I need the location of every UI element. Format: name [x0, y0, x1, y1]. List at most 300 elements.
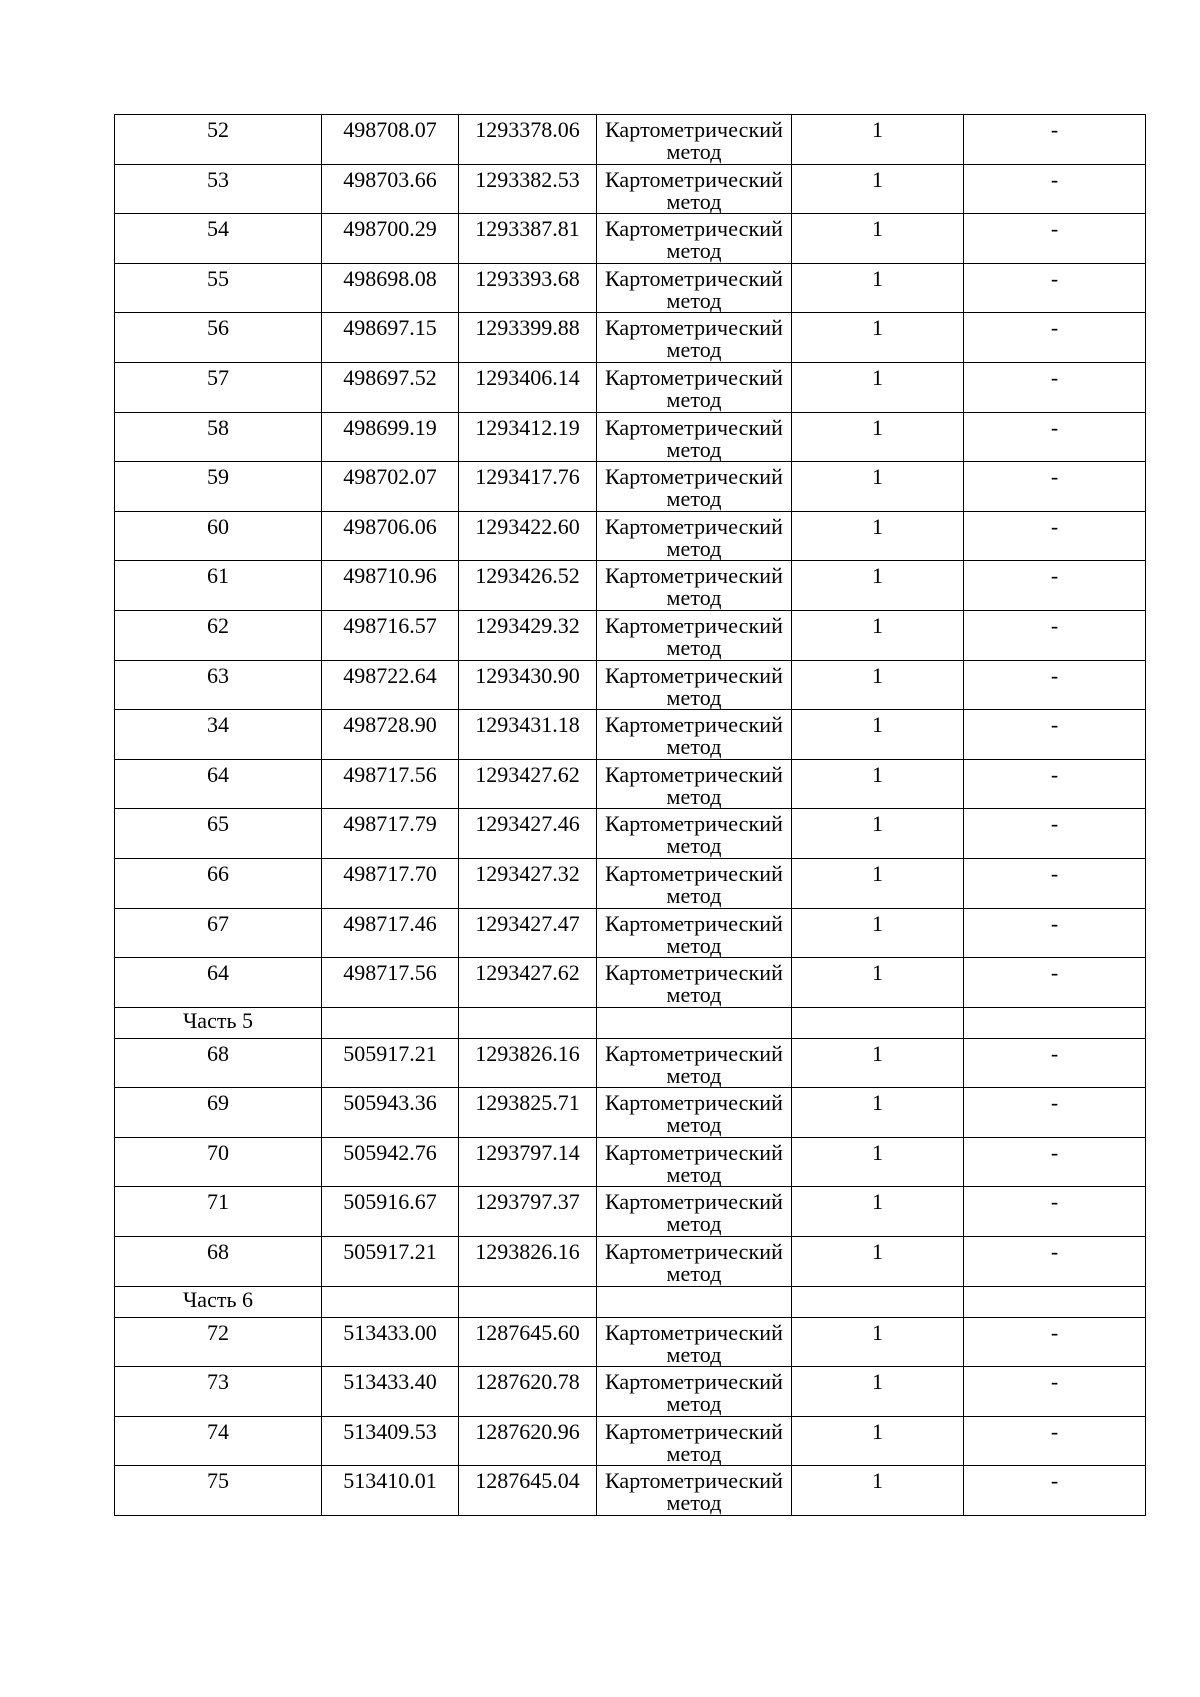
x-coordinate: 498706.06 — [343, 513, 437, 539]
method-text — [597, 264, 791, 312]
point-number: 65 — [207, 811, 229, 837]
method-cell — [597, 1137, 792, 1187]
table-row — [115, 313, 1146, 363]
note-cell — [964, 908, 1146, 958]
y-coordinate: 1293412.19 — [475, 414, 580, 440]
note-cell — [964, 313, 1146, 363]
note: - — [1050, 117, 1059, 142]
accuracy-cell — [792, 462, 964, 512]
point-number: 66 — [207, 860, 229, 886]
empty-cell — [459, 1286, 597, 1317]
x-coordinate: 505917.21 — [343, 1239, 437, 1265]
point-number: 73 — [207, 1369, 229, 1395]
note: - — [1050, 1090, 1059, 1116]
point-number: 59 — [207, 464, 229, 490]
x-coordinate: 498708.07 — [343, 117, 437, 142]
table-row — [115, 263, 1146, 313]
x-coordinate: 498710.96 — [343, 563, 437, 589]
point-number-cell — [115, 1237, 322, 1287]
accuracy: 1 — [872, 315, 883, 341]
note-cell — [964, 1367, 1146, 1417]
part-label: Часть 6 — [183, 1286, 253, 1312]
accuracy: 1 — [872, 712, 883, 738]
x-coordinate-cell — [322, 412, 459, 462]
accuracy: 1 — [872, 1369, 883, 1395]
x-coordinate: 498716.57 — [343, 612, 437, 638]
method-line-2: метод — [666, 1062, 722, 1088]
method-line-1: Картометрический — [604, 811, 784, 837]
accuracy: 1 — [872, 1239, 883, 1265]
accuracy-cell — [792, 1367, 964, 1417]
y-coordinate-cell — [459, 1038, 597, 1088]
method-text — [597, 1138, 791, 1186]
note-cell — [964, 958, 1146, 1008]
table-row — [115, 1317, 1146, 1367]
point-number-cell — [115, 214, 322, 264]
part-label-cell — [115, 1007, 322, 1038]
y-coordinate-cell — [459, 710, 597, 760]
y-coordinate-cell — [459, 1367, 597, 1417]
x-coordinate-cell — [322, 710, 459, 760]
y-coordinate: 1293426.52 — [475, 563, 580, 589]
point-number-cell — [115, 1416, 322, 1466]
x-coordinate: 498717.56 — [343, 761, 437, 787]
y-coordinate: 1293826.16 — [475, 1040, 580, 1066]
y-coordinate: 1287645.60 — [475, 1319, 580, 1345]
method-line-1: Картометрический — [604, 315, 784, 341]
method-line-1: Картометрический — [604, 1319, 784, 1345]
y-coordinate: 1293417.76 — [475, 464, 580, 490]
method-line-1: Картометрический — [604, 1468, 784, 1494]
method-line-1: Картометрический — [604, 662, 784, 688]
table-row — [115, 1237, 1146, 1287]
y-coordinate: 1293422.60 — [475, 513, 580, 539]
method-cell — [597, 1416, 792, 1466]
accuracy-cell — [792, 1088, 964, 1138]
x-coordinate-cell — [322, 214, 459, 264]
note: - — [1050, 563, 1059, 589]
x-coordinate: 505942.76 — [343, 1139, 437, 1165]
point-number: 55 — [207, 265, 229, 291]
method-text — [597, 115, 791, 163]
point-number: 67 — [207, 910, 229, 936]
x-coordinate: 498700.29 — [343, 216, 437, 242]
method-line-1: Картометрический — [604, 364, 784, 390]
y-coordinate-cell — [459, 1237, 597, 1287]
point-number-cell — [115, 809, 322, 859]
y-coordinate: 1293427.62 — [475, 960, 580, 986]
y-coordinate-cell — [459, 1137, 597, 1187]
method-text — [597, 611, 791, 659]
x-coordinate: 498728.90 — [343, 712, 437, 738]
note: - — [1050, 1468, 1059, 1494]
method-text — [597, 859, 791, 907]
method-line-1: Картометрический — [604, 1139, 784, 1165]
method-text — [597, 561, 791, 609]
accuracy: 1 — [872, 166, 883, 192]
method-line-2: метод — [666, 1391, 722, 1417]
note: - — [1050, 712, 1059, 738]
table-row — [115, 610, 1146, 660]
x-coordinate: 498722.64 — [343, 662, 437, 688]
y-coordinate: 1293430.90 — [475, 662, 580, 688]
method-text — [597, 363, 791, 411]
y-coordinate-cell — [459, 1466, 597, 1516]
note-cell — [964, 1038, 1146, 1088]
method-text — [597, 958, 791, 1006]
part-label-cell — [115, 1286, 322, 1317]
empty-cell — [322, 1007, 459, 1038]
point-number-cell — [115, 511, 322, 561]
point-number: 68 — [207, 1239, 229, 1265]
y-coordinate: 1293825.71 — [475, 1090, 580, 1116]
method-text — [597, 1039, 791, 1087]
method-line-2: метод — [666, 238, 722, 264]
accuracy: 1 — [872, 216, 883, 242]
method-cell — [597, 858, 792, 908]
method-cell — [597, 412, 792, 462]
y-coordinate: 1293427.46 — [475, 811, 580, 837]
accuracy-cell — [792, 660, 964, 710]
note-cell — [964, 1416, 1146, 1466]
method-text — [597, 313, 791, 361]
table-row — [115, 214, 1146, 264]
y-coordinate-cell — [459, 362, 597, 412]
x-coordinate: 505943.36 — [343, 1090, 437, 1116]
method-line-2: метод — [666, 337, 722, 363]
point-number: 58 — [207, 414, 229, 440]
x-coordinate: 498697.15 — [343, 315, 437, 341]
method-cell — [597, 462, 792, 512]
method-line-2: метод — [666, 1440, 722, 1466]
method-text — [597, 512, 791, 560]
note: - — [1050, 1189, 1059, 1215]
method-line-1: Картометрический — [604, 1239, 784, 1265]
method-line-1: Картометрический — [604, 612, 784, 638]
method-line-2: метод — [666, 1261, 722, 1287]
y-coordinate-cell — [459, 412, 597, 462]
point-number-cell — [115, 164, 322, 214]
point-number-cell — [115, 263, 322, 313]
method-cell — [597, 1466, 792, 1516]
x-coordinate-cell — [322, 1416, 459, 1466]
y-coordinate: 1293429.32 — [475, 612, 580, 638]
method-line-2: метод — [666, 1112, 722, 1138]
note-cell — [964, 1187, 1146, 1237]
accuracy-cell — [792, 908, 964, 958]
x-coordinate: 513409.53 — [343, 1418, 437, 1444]
note-cell — [964, 710, 1146, 760]
part-label: Часть 5 — [183, 1007, 253, 1033]
note-cell — [964, 263, 1146, 313]
method-line-2: метод — [666, 734, 722, 760]
note-cell — [964, 1466, 1146, 1516]
x-coordinate-cell — [322, 858, 459, 908]
point-number: 64 — [207, 960, 229, 986]
x-coordinate-cell — [322, 1187, 459, 1237]
point-number-cell — [115, 759, 322, 809]
accuracy: 1 — [872, 1319, 883, 1345]
method-cell — [597, 362, 792, 412]
method-text — [597, 1367, 791, 1415]
note-cell — [964, 610, 1146, 660]
y-coordinate: 1293406.14 — [475, 364, 580, 390]
x-coordinate: 513433.00 — [343, 1319, 437, 1345]
point-number-cell — [115, 1187, 322, 1237]
table-row — [115, 1088, 1146, 1138]
method-line-1: Картометрический — [604, 1040, 784, 1066]
accuracy-cell — [792, 710, 964, 760]
note: - — [1050, 1369, 1059, 1395]
accuracy: 1 — [872, 1040, 883, 1066]
accuracy: 1 — [872, 364, 883, 390]
x-coordinate: 513433.40 — [343, 1369, 437, 1395]
accuracy-cell — [792, 858, 964, 908]
accuracy-cell — [792, 1237, 964, 1287]
table-row — [115, 1137, 1146, 1187]
point-number: 60 — [207, 513, 229, 539]
point-number: 74 — [207, 1418, 229, 1444]
point-number-cell — [115, 1466, 322, 1516]
note-cell — [964, 412, 1146, 462]
method-line-2: метод — [666, 535, 722, 561]
method-cell — [597, 263, 792, 313]
table-row — [115, 511, 1146, 561]
x-coordinate-cell — [322, 660, 459, 710]
note: - — [1050, 811, 1059, 837]
note: - — [1050, 166, 1059, 192]
method-line-2: метод — [666, 1161, 722, 1187]
accuracy-cell — [792, 412, 964, 462]
method-line-2: метод — [666, 783, 722, 809]
y-coordinate-cell — [459, 164, 597, 214]
point-number-cell — [115, 1317, 322, 1367]
accuracy: 1 — [872, 662, 883, 688]
x-coordinate-cell — [322, 1367, 459, 1417]
note: - — [1050, 513, 1059, 539]
note: - — [1050, 860, 1059, 886]
table-row — [115, 759, 1146, 809]
y-coordinate: 1293427.47 — [475, 910, 580, 936]
empty-cell — [597, 1286, 792, 1317]
x-coordinate: 513410.01 — [343, 1468, 437, 1494]
table-row — [115, 412, 1146, 462]
accuracy-cell — [792, 1317, 964, 1367]
method-line-2: метод — [666, 436, 722, 462]
accuracy-cell — [792, 958, 964, 1008]
note: - — [1050, 464, 1059, 490]
point-number: 69 — [207, 1090, 229, 1116]
x-coordinate-cell — [322, 115, 459, 165]
method-line-1: Картометрический — [604, 712, 784, 738]
method-line-1: Картометрический — [604, 1189, 784, 1215]
method-text — [597, 710, 791, 758]
table-row — [115, 1466, 1146, 1516]
x-coordinate-cell — [322, 958, 459, 1008]
point-number-cell — [115, 313, 322, 363]
point-number: 56 — [207, 315, 229, 341]
method-line-2: метод — [666, 634, 722, 660]
method-text — [597, 1466, 791, 1514]
note: - — [1050, 265, 1059, 291]
method-text — [597, 214, 791, 262]
y-coordinate-cell — [459, 511, 597, 561]
method-line-2: метод — [666, 287, 722, 313]
method-cell — [597, 313, 792, 363]
point-number: 61 — [207, 563, 229, 589]
x-coordinate: 505916.67 — [343, 1189, 437, 1215]
note: - — [1050, 216, 1059, 242]
y-coordinate-cell — [459, 610, 597, 660]
x-coordinate-cell — [322, 759, 459, 809]
table-row — [115, 958, 1146, 1008]
x-coordinate-cell — [322, 263, 459, 313]
point-number: 63 — [207, 662, 229, 688]
x-coordinate: 498699.19 — [343, 414, 437, 440]
method-line-2: метод — [666, 833, 722, 859]
table-row — [115, 809, 1146, 859]
accuracy: 1 — [872, 513, 883, 539]
method-text — [597, 1417, 791, 1465]
empty-cell — [792, 1286, 964, 1317]
point-number-cell — [115, 462, 322, 512]
y-coordinate: 1293797.37 — [475, 1189, 580, 1215]
method-line-2: метод — [666, 1341, 722, 1367]
y-coordinate-cell — [459, 1088, 597, 1138]
method-text — [597, 1318, 791, 1366]
method-text — [597, 809, 791, 857]
accuracy: 1 — [872, 1468, 883, 1494]
method-cell — [597, 759, 792, 809]
y-coordinate: 1287620.78 — [475, 1369, 580, 1395]
note: - — [1050, 612, 1059, 638]
x-coordinate-cell — [322, 809, 459, 859]
note-cell — [964, 115, 1146, 165]
accuracy: 1 — [872, 1139, 883, 1165]
point-number-cell — [115, 115, 322, 165]
accuracy: 1 — [872, 1418, 883, 1444]
method-line-1: Картометрический — [604, 216, 784, 242]
point-number-cell — [115, 660, 322, 710]
table-row — [115, 660, 1146, 710]
x-coordinate-cell — [322, 1317, 459, 1367]
method-cell — [597, 908, 792, 958]
method-line-2: метод — [666, 684, 722, 710]
method-line-2: метод — [666, 139, 722, 164]
method-cell — [597, 561, 792, 611]
x-coordinate: 498702.07 — [343, 464, 437, 490]
note: - — [1050, 1418, 1059, 1444]
method-line-1: Картометрический — [604, 1090, 784, 1116]
table-row — [115, 362, 1146, 412]
y-coordinate-cell — [459, 1416, 597, 1466]
accuracy: 1 — [872, 811, 883, 837]
note-cell — [964, 1088, 1146, 1138]
note-cell — [964, 214, 1146, 264]
accuracy: 1 — [872, 1189, 883, 1215]
accuracy-cell — [792, 809, 964, 859]
point-number: 52 — [207, 117, 229, 142]
note: - — [1050, 1239, 1059, 1265]
accuracy-cell — [792, 1137, 964, 1187]
point-number-cell — [115, 908, 322, 958]
note: - — [1050, 1319, 1059, 1345]
note: - — [1050, 364, 1059, 390]
x-coordinate-cell — [322, 362, 459, 412]
x-coordinate-cell — [322, 610, 459, 660]
table-row — [115, 115, 1146, 165]
accuracy-cell — [792, 313, 964, 363]
point-number-cell — [115, 1088, 322, 1138]
part-header-row — [115, 1286, 1146, 1317]
accuracy: 1 — [872, 860, 883, 886]
point-number-cell — [115, 958, 322, 1008]
note-cell — [964, 858, 1146, 908]
method-line-2: метод — [666, 486, 722, 512]
note-cell — [964, 809, 1146, 859]
method-line-1: Картометрический — [604, 265, 784, 291]
method-cell — [597, 958, 792, 1008]
accuracy-cell — [792, 759, 964, 809]
y-coordinate-cell — [459, 1187, 597, 1237]
method-cell — [597, 1088, 792, 1138]
accuracy: 1 — [872, 563, 883, 589]
table-row — [115, 561, 1146, 611]
y-coordinate-cell — [459, 759, 597, 809]
x-coordinate-cell — [322, 1466, 459, 1516]
method-cell — [597, 1237, 792, 1287]
accuracy-cell — [792, 115, 964, 165]
empty-cell — [597, 1007, 792, 1038]
point-number: 54 — [207, 216, 229, 242]
method-line-2: метод — [666, 1490, 722, 1516]
method-text — [597, 1237, 791, 1285]
method-cell — [597, 1367, 792, 1417]
table-row — [115, 1038, 1146, 1088]
point-number-cell — [115, 1137, 322, 1187]
method-cell — [597, 1038, 792, 1088]
method-line-2: метод — [666, 1211, 722, 1237]
x-coordinate-cell — [322, 462, 459, 512]
note-cell — [964, 759, 1146, 809]
y-coordinate-cell — [459, 313, 597, 363]
point-number-cell — [115, 561, 322, 611]
point-number: 53 — [207, 166, 229, 192]
part-header-row — [115, 1007, 1146, 1038]
y-coordinate: 1293387.81 — [475, 216, 580, 242]
point-number: 72 — [207, 1319, 229, 1345]
method-line-1: Картометрический — [604, 860, 784, 886]
y-coordinate-cell — [459, 1317, 597, 1367]
x-coordinate-cell — [322, 1237, 459, 1287]
point-number: 64 — [207, 761, 229, 787]
note: - — [1050, 910, 1059, 936]
method-text — [597, 909, 791, 957]
point-number-cell — [115, 710, 322, 760]
empty-cell — [964, 1007, 1146, 1038]
accuracy: 1 — [872, 612, 883, 638]
method-line-1: Картометрический — [604, 1369, 784, 1395]
method-cell — [597, 809, 792, 859]
table-row — [115, 164, 1146, 214]
empty-cell — [964, 1286, 1146, 1317]
x-coordinate: 498717.46 — [343, 910, 437, 936]
method-line-2: метод — [666, 882, 722, 908]
accuracy: 1 — [872, 414, 883, 440]
note-cell — [964, 462, 1146, 512]
method-text — [597, 413, 791, 461]
accuracy: 1 — [872, 464, 883, 490]
